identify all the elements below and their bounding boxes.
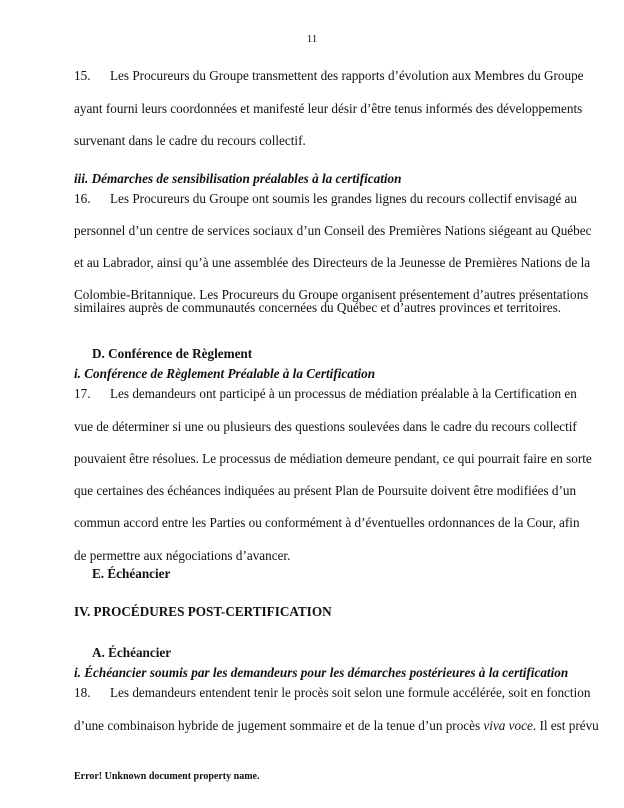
para-16-text: Les Procureurs du Groupe ont soumis les grandes lignes du recours collectif envisagé au	[110, 191, 577, 206]
para-15-number: 15.	[74, 68, 91, 83]
para-17-number: 17.	[74, 386, 91, 401]
para-16-number: 16.	[74, 191, 91, 206]
para-17-text: Les demandeurs ont participé à un processus de médiation préalable à la Certification en	[110, 386, 577, 401]
heading-iii: iii. Démarches de sensibilisation préalables à la certification	[74, 171, 402, 186]
para-16-line-2: personnel d’un centre de services sociaux d’un Conseil des Premières Nations siégeant au Québec	[74, 223, 592, 238]
footer-error-text: Error! Unknown document property name.	[74, 771, 260, 782]
para-15-line-1	[74, 68, 584, 84]
para-18-line-1	[74, 685, 591, 701]
para-16-line-1	[74, 191, 577, 207]
para-18-line-2	[74, 718, 599, 734]
page-number: 11	[306, 33, 318, 45]
heading-A-i: i. Échéancier soumis par les demandeurs pour les démarches postérieures à la certification	[74, 665, 569, 680]
para-17-line-6: de permettre aux négociations d’avancer.	[74, 548, 291, 563]
para-15-line-3: survenant dans le cadre du recours collectif.	[74, 133, 306, 148]
para-17-line-1	[74, 386, 577, 402]
para-16-line-4: Colombie-Britannique. Les Procureurs du Groupe organisent présentement d’autres présentations	[74, 287, 589, 302]
heading-A: A. Échéancier	[92, 645, 172, 660]
heading-E: E. Échéancier	[92, 566, 171, 581]
para-18-line-2-end: . Il est prévu	[532, 718, 599, 733]
para-18-text: Les demandeurs entendent tenir le procès soit selon une formule accélérée, soit en fonction	[110, 685, 591, 700]
heading-D-i: i. Conférence de Règlement Préalable à la Certification	[74, 366, 376, 381]
para-17-line-2: vue de déterminer si une ou plusieurs des questions soulevées dans le cadre du recours collectif	[74, 419, 577, 434]
para-16-line-3: et au Labrador, ainsi qu’à une assemblée des Directeurs de la Jeunesse de Premières Nations de la	[74, 255, 591, 270]
para-18-line-2-text: d’une combinaison hybride de jugement sommaire et de la tenue d’un procès	[74, 718, 484, 733]
para-17-line-4: que certaines des échéances indiquées au présent Plan de Poursuite doivent être modifiées d’un	[74, 483, 577, 498]
para-15-text: Les Procureurs du Groupe transmettent des rapports d’évolution aux Membres du Groupe	[110, 68, 584, 83]
para-17-line-5: commun accord entre les Parties ou conformément à d’éventuelles ordonnances de la Cour, afin	[74, 515, 580, 530]
para-17-line-3: pouvaient être résolues. Le processus de médiation demeure pendant, ce qui pourrait faire en sorte	[74, 451, 592, 466]
para-16-line-5: similaires auprès de communautés concernées du Québec et d’autres provinces et territoires.	[74, 300, 562, 315]
para-18-number: 18.	[74, 685, 91, 700]
para-18-italic-term: viva voce	[483, 718, 533, 733]
para-15-line-2: ayant fourni leurs coordonnées et manifesté leur désir d’être tenus informés des développements	[74, 101, 583, 116]
heading-IV: IV. PROCÉDURES POST-CERTIFICATION	[74, 604, 332, 619]
heading-D: D. Conférence de Règlement	[92, 346, 253, 361]
